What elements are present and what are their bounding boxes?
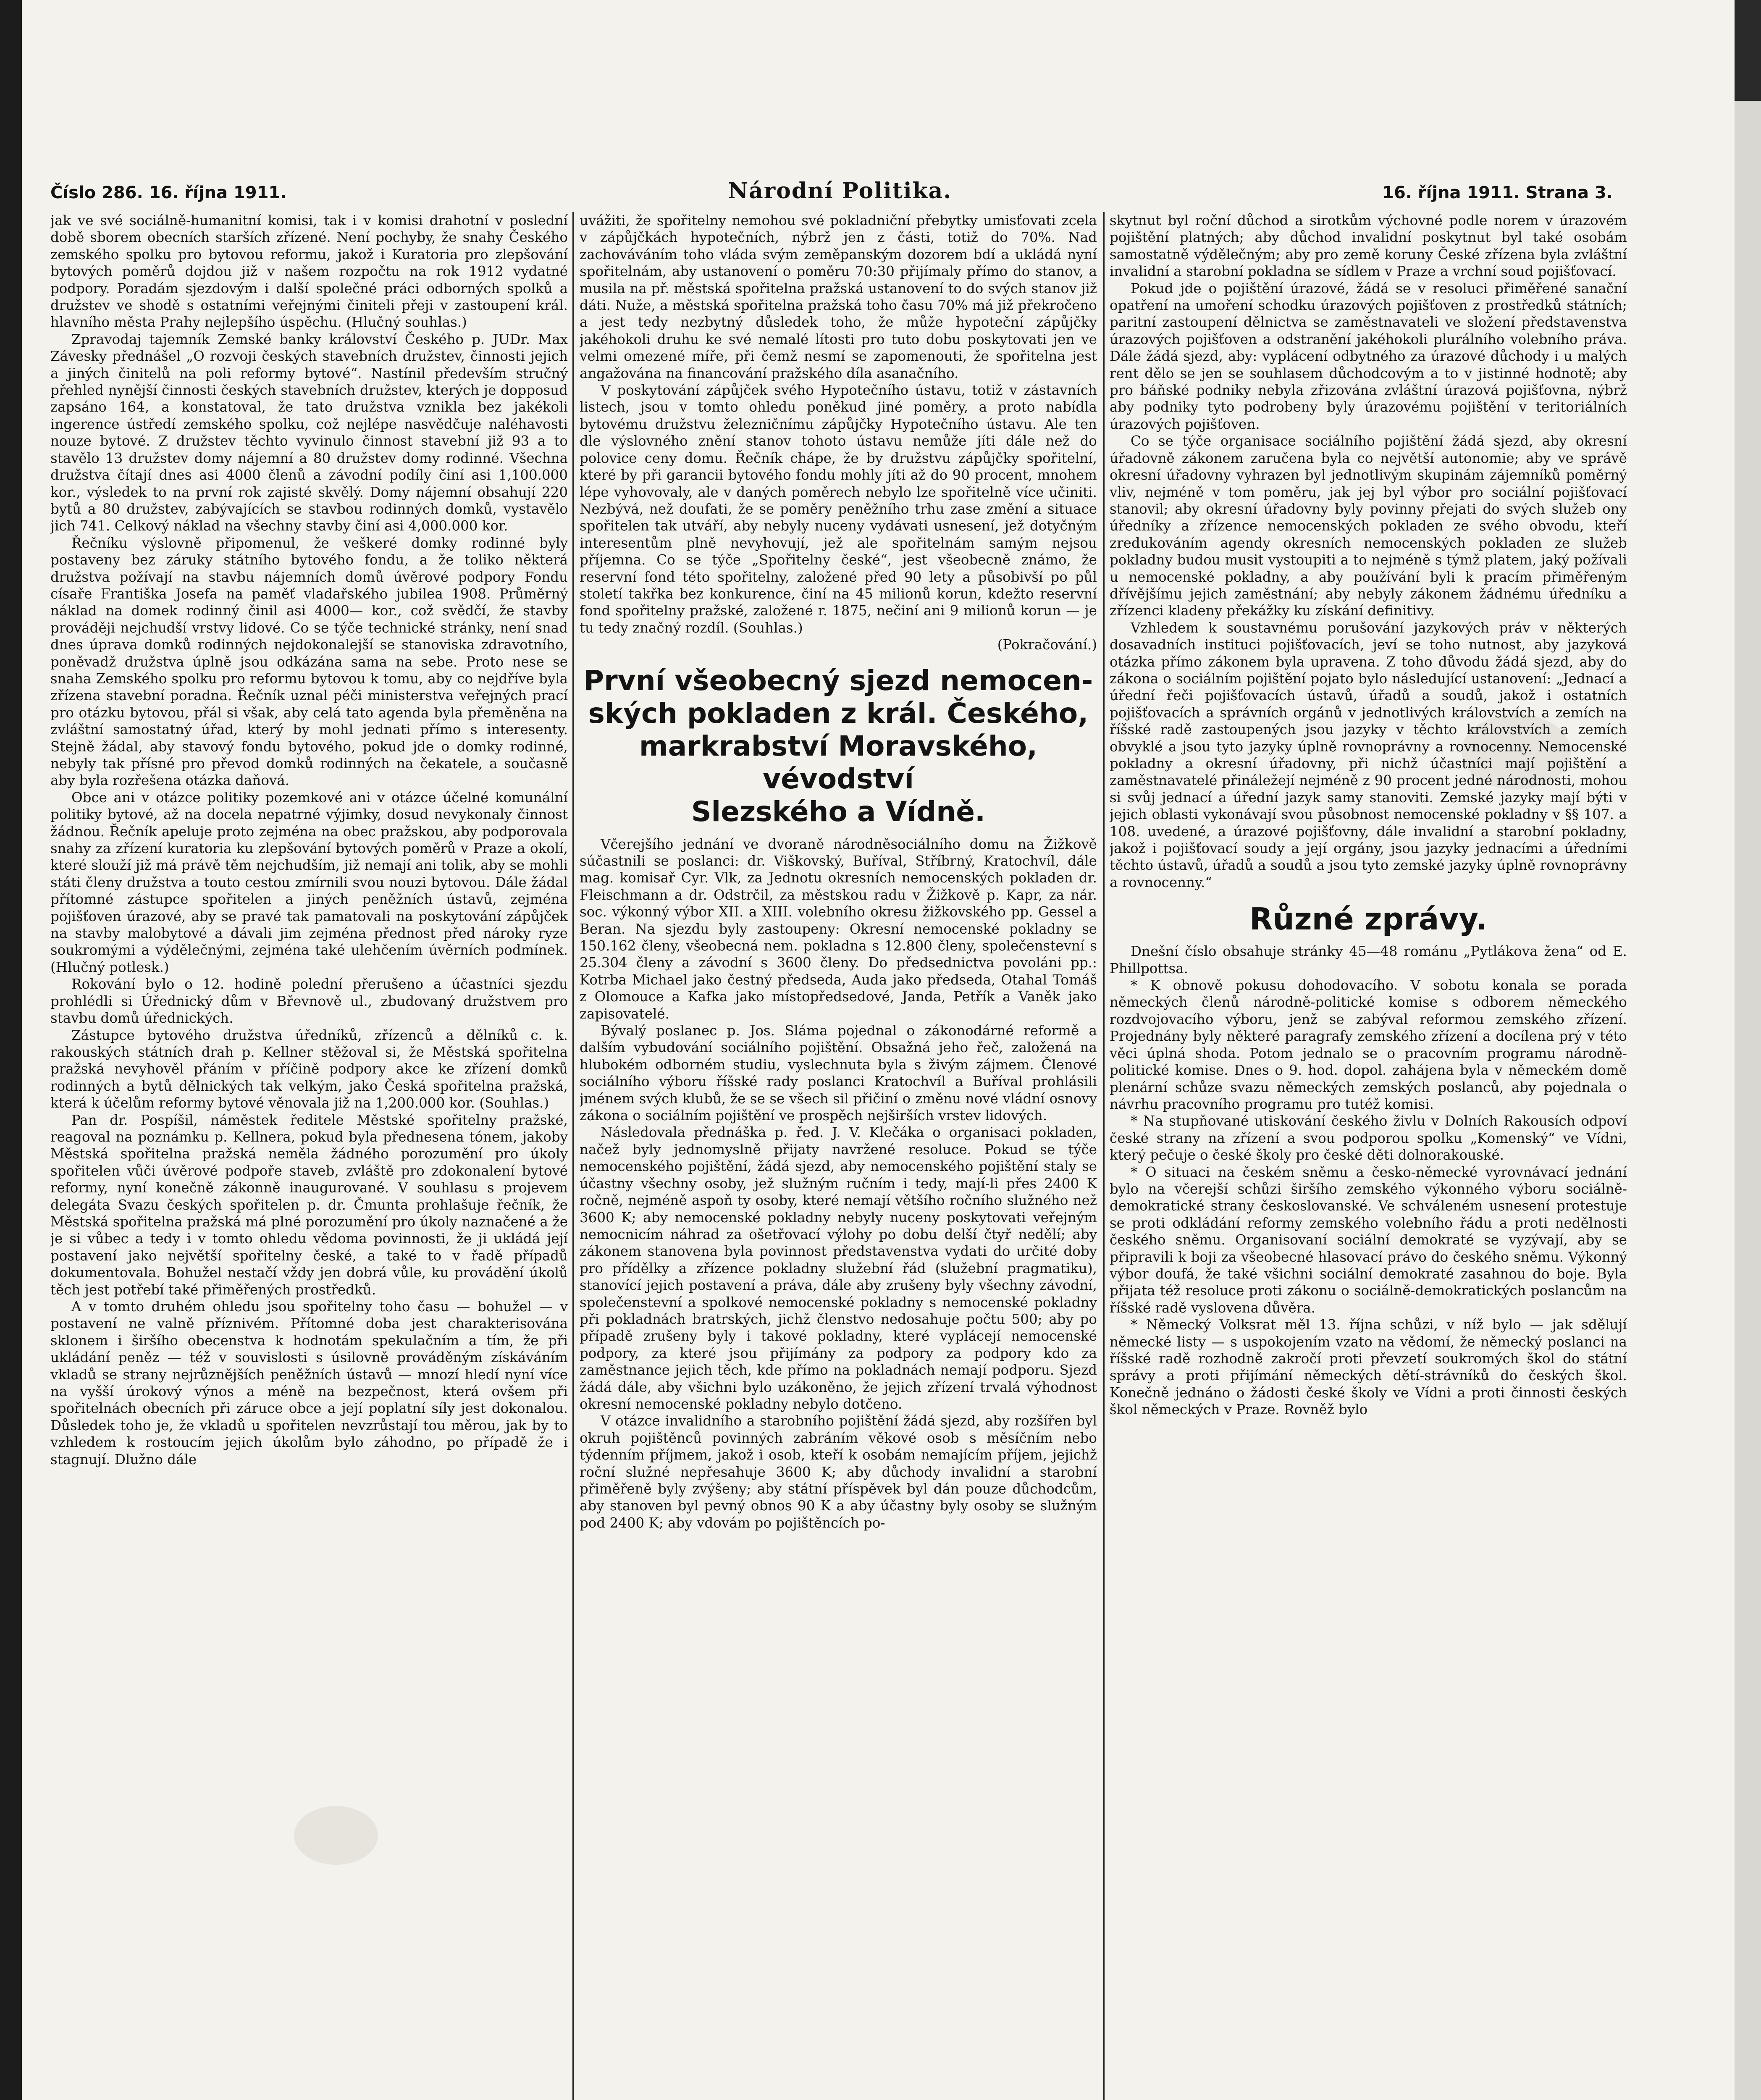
paragraph: * O situaci na českém sněmu a česko-německé vyrovnávací jednání bylo na včerejší schůzi širšího zemského výkonného výboru sociálně-demokratické strany českoslovanské. Ve schváleném usnesení protestuje se proti odkládání reformy zemského volebního řádu a proti nedělnosti českého sněmu. Organisovaní sociální demokraté se vyzývají, aby se připravili k boji za všeobecné hlasovací právo do českého sněmu. Výkonný výbor doufá, že také všichni sociální demokraté zasahnou do boje. Byla přijata též resoluce proti zákonu o sociálně-demokratických poslancům na říšské radě vyslovena důvěra. bbox=[1110, 1164, 1627, 1316]
date-and-page: 16. října 1911. Strana 3. bbox=[1382, 183, 1613, 202]
column-rule bbox=[572, 212, 574, 2100]
headline-line: První všeobecný sjezd nemocen- bbox=[583, 664, 1093, 697]
paragraph: A v tomto druhém ohledu jsou spořitelny toho času — bohužel — v postavení ne valně příznivém. Přítomné doba jest charakterisována sklonem i širšího obecenstva k hodnotám spekulačním a tím, že při ukládání peněz — též v souvislosti s úsilovně prováděným získáváním vkladů se strany nejrůznějších peněžních ústavů — mnozí hledí nyní více na vyšší úrokový výnos a méně na bezpečnost, která ovšem při spořitelnách obecních při záruce obce a její poplatní síly jest dokonalou. Důsledek toho je, že vkladů u spořitelen nevzrůstají tou měrou, jak by to vzhledem k rostoucím jejich úkolům bylo záhodno, po případě že i stagnují. Dlužno dále bbox=[50, 1299, 568, 1467]
issue-number: Číslo 286. 16. října 1911. bbox=[50, 183, 287, 202]
masthead: Národní Politika. bbox=[728, 178, 952, 204]
paragraph: Včerejšího jednání ve dvoraně národněsociálního domu na Žižkově súčastnili se poslanci: dr. Viškovský, Buříval, Stříbrný, Kratochvíl, dále mag. komisař Cyr. Vlk, za Jednotu okresních nemocenských pokladen dr. Fleischmann a dr. Odstrčil, za městskou radu v Žižkově p. Kapr, za nár. soc. výkonný výbor XII. a XIII. volebního okresu žižkovského pp. Gessel a Beran. Na sjezdu byly zastoupeny: Okresní nemocenské pokladny se 150.162 členy, všeobecná nem. pokladna s 12.800 členy, společenstevní s 25.304 členy a závodní s 3600 členy. Do předsednictva povoláni pp.: Kotrba Michael jako čestný předseda, Auda jako předseda, Otahal Tomáš z Olomouce a Kafka jako místopředsedové, Janda, Petřík a Vaněk jako zapisovatelé. bbox=[580, 836, 1097, 1022]
paragraph: * Na stupňované utiskování českého živlu v Dolních Rakousích odpoví české strany na zřízení a svou podporou spolku „Komenský“ ve Vídni, který pečuje o české školy pro české děti dolnorakouské. bbox=[1110, 1113, 1627, 1163]
paragraph: Zástupce bytového družstva úředníků, zřízenců a dělníků c. k. rakouských státních drah p. Kellner stěžoval si, že Městská spořitelna pražská nevyhověl přáním v příčině podpory akce ke zřízení domků rodinných a bytů dělnických tak velkým, jako Česká spořitelna pražská, která k účelům reformy bytové věnovala již na 1,200.000 kor. (Souhlas.) bbox=[50, 1027, 568, 1111]
paragraph: Následovala přednáška p. řed. J. V. Klečáka o organisaci pokladen, načež byly jednomyslně přijaty navržené resoluce. Pokud se týče nemocenského pojištění, žádá sjezd, aby nemocenského pojištění staly se účastny všechny osoby, jež služným ručním i tedy, mají-li přes 2400 K ročně, nejméně aspoň ty osoby, které nemají většího ročního služného než 3600 K; aby nemocenské pokladny nebyly nuceny poskytovati veřejným nemocnicím náhrad za ošetřovací výlohy po dobu delší čtyř nedělí; aby zákonem stanovena byla povinnost představenstva vydati do určité doby pro přídělky a zřízence pokladny služební řád (služební pragmatiku), stanovící jejich postavení a práva, dále aby zrušeny byly všechny závodní, společenstevní a spolkové nemocenské pokladny s nemocenské pokladny při pokladnách bratrských, jichž členstvo nedosahuje počtu 500; aby po případě zrušeny byly i takové pokladny, které vyplácejí nemocenské podpory, za které jsou přijímány za podpory za podpory kdo za zaměstnance jejich těch, kde přímo na pokladnách nemají podporu. Sjezd žádá dále, aby všichni bylo uzákoněno, že jejich zřízení trvalá výhodnost okresní nemocenské pokladny nebylo dotčeno. bbox=[580, 1124, 1097, 1412]
paragraph: jak ve své sociálně-humanitní komisi, tak i v komisi drahotní v poslední době sborem obecních starších zřízené. Není pochyby, že snahy Českého zemského spolku pro bytovou reformu, jakož i Kuratoria pro zlepšování bytových poměrů dojdou již v našem rozpočtu na rok 1912 vydatné podpory. Poradám sjezdovým i další společné práci odborných spolků a družstev ve shodě s ostatními veřejnými činiteli přeji v zastoupení král. hlavního města Prahy nejlepšího úspěchu. (Hlučný souhlas.) bbox=[50, 213, 568, 331]
paragraph: Vzhledem k soustavnému porušování jazykových práv v některých dosavadních instituci pojišťovacích, jeví se toho nutnost, aby jazyková otázka přímo zákonem byla upravena. Z toho důvodu žádá sjezd, aby do zákona o sociálním pojištění pojato bylo následující ustanovení: „Jednací a úřední řeči pojišťovacích ústavů, úřadů a soudů, jakož i ostatních pojišťovacích a správních orgánů v jednotlivých královstvích a zemích na říšské radě zastoupených jsou jazyky v těchto královstvích a zemích obvyklé a jsou tyto jazyky úplně rovnoprávny a rovnocenny. Nemocenské pokladny a okresní úřadovny, při nichž účastníci mají pojištění a zaměstnavatelé přináležejí nejméně z 90 procent jedné národnosti, mohou si svůj jednací a úřední jazyk samy stanoviti. Zemské jazyky mají býti v jejich oblasti vykonávají svou působnost nemocenské pokladny v §§ 107. a 108. uvedené, a úrazové pojišťovny, dále invalidní a starobní pokladny, jakož i pojišťovací soudy a její orgány, jsou jazyky jednacími a úředními těchto ústavů, úřadů a soudů a jsou tyto zemské jazyky úplně rovnoprávny a rovnocenny.“ bbox=[1110, 620, 1627, 890]
paragraph: uvážiti, že spořitelny nemohou své pokladniční přebytky umisťovati zcela v zápůjčkách hypotečních, nýbrž jen z části, totiž do 70%. Nad zachováváním toho vláda svým zeměpanským dozorem bdí a ukládá nyní spořitelnám, aby ustanovení o poměru 70:30 přijímaly přímo do stanov, a musila na př. městská spořitelna pražská ustanovení to do svých stanov již dáti. Nuže, a městská spořitelna pražská toho času 70% má již překročeno a jest tedy nezbytný důsledek toho, že může hypoteční zápůjčky jakéhokoli druhu ke své nemalé lítosti pro tuto dobu poskytovati jen ve velmi omezené míře, při čemž nesmí se zapomenouti, že spořitelna jest angažována na financování pražského díla asanačního. bbox=[580, 213, 1097, 381]
scan-edge-right bbox=[1735, 0, 1761, 2100]
paragraph: Zpravodaj tajemník Zemské banky království Českého p. JUDr. Max Závesky přednášel „O rozvoji českých stavebních družstev, činnosti jejich a jiných činitelů na poli reformy bytové“. Nastínil především stručný přehled nynější činnosti českých stavebních družstev, kterých je dopposud zapsáno 164, a konstatoval, že tato družstva vznikla bez jakékoli ingerence ústředí zemského spolku, což nejlépe nasvědčuje naléhavosti nouze bytové. Z družstev těchto vyvinulo činnost stavební již 93 a to stavělo 13 družstev domy nájemní a 80 družstev domy rodinné. Všechna družstva čítají dnes asi 4000 členů a závodní podíly činí asi 1,100.000 kor., výsledek to na první rok zajisté skvělý. Domy nájemní obsahují 220 bytů a 80 družstev, zabývajících se stavbou rodinných domků, vystavělo jich 741. Celkový náklad na všechny stavby činí asi 4,000.000 kor. bbox=[50, 331, 568, 534]
paragraph: skytnut byl roční důchod a sirotkům výchovné podle norem v úrazovém pojištění platných; aby důchod invalidní poskytnut byl také osobám samostatně výdělečným; aby pro země koruny České zřízena byla zvláštní invalidní a starobní pokladna se sídlem v Praze a vrchní soud pojišťovací. bbox=[1110, 213, 1627, 280]
paragraph: Bývalý poslanec p. Jos. Sláma pojednal o zákonodárné reformě a dalším vybudování sociálního pojištění. Obsažná jeho řeč, založená na hlubokém odborném studiu, vyslechnuta byla s živým zájmem. Členové sociálního výboru říšské rady poslanci Kratochvíl a Buříval prohlásili jménem svých klubů, že se se všech sil přičiní o změnu nové vládní osnovy zákona o sociálním pojištění ve prospěch nejširších vrstev lidových. bbox=[580, 1023, 1097, 1124]
paragraph: Pokud jde o pojištění úrazové, žádá se v resoluci přiměřené sanační opatření na umoření schodku úrazových pojišťoven z prostředků státních; paritní zastoupení dělnictva se zaměstnavateli ve složení představenstva úrazových pojišťoven a odstranění jakéhokoli plurálního volebního práva. Dále žádá sjezd, aby: vyplácení odbytného za úrazové důchody i u malých rent dělo se jen se souhlasem důchodcovým a to v jistinné hodnotě; aby pro báňské podniky nebyla zřizována zvláštní úrazová pojišťovna, nýbrž aby podniky tyto podrobeny byly úrazovému pojištění v teritoriálních úrazových pojišťoven. bbox=[1110, 280, 1627, 432]
article-headline bbox=[580, 664, 1097, 828]
page-header bbox=[50, 178, 1613, 210]
paragraph: Obce ani v otázce politiky pozemkové ani v otázce účelné komunální politiky bytové, až na docela nepatrné výjimky, dosud nevykonaly činnost žádnou. Řečník apeluje proto zejména na obec pražskou, aby podporovala snahy za zřízení kuratoria ku zlepšování bytových poměrů v Praze a okolí, které slouží již má právě těm nejchudším, již nemají ani tolik, aby se mohli státi členy družstva a touto cestou zmírnili svou nouzi bytovou. Dále žádal přítomné zástupce spořitelen a jiných peněžních ústavů, zejména pojišťoven úrazové, aby se pravé tak pamatovali na poskytování zápůjček na stavby malobytové a dávali jim zejména přednost před nároky ryze soukromými a výdělečnými, zejména také ulehčením úvěrních podmínek. (Hlučný potlesk.) bbox=[50, 789, 568, 975]
continuation-note: (Pokračování.) bbox=[997, 637, 1097, 653]
scan-edge-left bbox=[0, 0, 22, 2100]
paragraph: V otázce invalidního a starobního pojištění žádá sjezd, aby rozšířen byl okruh pojištěnců povinných zabráním věkové osob s měsíčním nebo týdenním příjmem, jakož i osob, kteří k osobám nemajícím příjem, jejichž roční služné nepřesahuje 3600 K; aby důchody invalidní a starobní přiměřeně byly zvýšeny; aby státní příspěvek byl dán pouze důchodcům, aby stanoven byl pevný obnos 90 K a aby účastny byly osoby se služným pod 2400 K; aby vdovám po pojištěncích po- bbox=[580, 1413, 1097, 1531]
column-rule bbox=[1103, 212, 1105, 2100]
section-title-news: Různé zprávy. bbox=[1249, 901, 1487, 937]
paragraph: Dnešní číslo obsahuje stránky 45—48 románu „Pytlákova žena“ od E. Phillpottsa. bbox=[1110, 943, 1627, 976]
column-1 bbox=[50, 212, 568, 2100]
scan-edge-notch bbox=[1735, 0, 1761, 101]
column-3 bbox=[1110, 212, 1627, 2100]
paragraph: * K obnově pokusu dohodovacího. V sobotu konala se porada německých členů národně-politické komise s odborem německého rozdvojovacího výboru, jenž se zabýval reformou zemského zřízení. Projednány byly některé paragrafy zemského zřízení a docílena prý v této věci úplná shoda. Potom jednalo se o pracovním programu národně-politické komise. Dnes o 9. hod. dopol. zahájena byla v německém domě plenární schůze svazu německých zemských poslanců, aby pojednala o návrhu pracovního programu pro tutéž komisi. bbox=[1110, 977, 1627, 1112]
paragraph: Rokování bylo o 12. hodině polední přerušeno a účastníci sjezdu prohlédli si Úřednický dům v Břevnově ul., zbudovaný družstvem pro stavbu domů úřednických. bbox=[50, 976, 568, 1026]
paragraph: Pan dr. Pospíšil, náměstek ředitele Městské spořitelny pražské, reagoval na poznámku p. Kellnera, pokud byla přednesena tónem, jakoby Městská spořitelna pražská neměla žádného porozumění pro úkoly spořitelen vůči úvěrové podpoře staveb, zvláště pro zdokonalení bytové reformy, nyní konečně zákonně inaugurované. V souhlasu s projevem delegáta Svazu českých spořitelen p. dr. Čmunta prohlašuje řečník, že Městská spořitelna pražská má plné porozumění pro úkoly naznačené a že je si vůbec a tedy i v tomto ohledu vědoma povinnosti, že ji ukládá její postavení jako největší spořitelny české, a také to v řadě případů dokumentovala. Bohužel nestačí vždy jen dobrá vůle, ku provádění úkolů těch jest potřebí také přiměřených prostředků. bbox=[50, 1112, 568, 1298]
column-2 bbox=[580, 212, 1097, 2100]
headline-line: Slezského a Vídně. bbox=[691, 795, 986, 828]
headline-line: markrabství Moravského, vévodství bbox=[639, 730, 1038, 795]
headline-line: ských pokladen z král. Českého, bbox=[588, 697, 1089, 730]
paragraph: * Německý Volksrat měl 13. října schůzi, v níž bylo — jak sdělují německé listy — s uspokojením vzato na vědomí, že německý poslanci na říšské radě rozhodně zakročí proti převzetí soukromých škol do státní správy a proti přijímání německých dětí-strávníků do českých škol. Konečně jednáno o žádosti české školy ve Vídni a proti činnosti českých škol německých v Praze. Rovněž bylo bbox=[1110, 1317, 1627, 1418]
paragraph: Co se týče organisace sociálního pojištění žádá sjezd, aby okresní úřadovně zákonem zaručena byla co největší autonomie; aby ve správě okresní úřadovny vyhrazen byl jednotlivým skupinám zájemníků poměrný vliv, nejméně v tom poměru, jak jej byl výbor pro sociální pojišťovací stanovil; aby okresní úřadovny byly povinny přejati do svých služeb ony úředníky a zřízence nemocenských pokladen ze svého obvodu, kteří zredukováním agendy okresních nemocenských pokladen ze služeb pokladny budou musit vystoupiti a to nejméně s týmž platem, jaký požívali u nemocenské pokladny, a aby používání byli k pracím přiměřeným dřívějšímu jejich zaměstnání; aby nebyly zákonem žádnému úředníku a zřízenci kladeny překážky ku získání definitivy. bbox=[1110, 433, 1627, 619]
paragraph: Řečníku výslovně připomenul, že veškeré domky rodinné byly postaveny bez záruky státního bytového fondu, a že toliko některá družstva požívají na stavbu nájemních domů úvěrové podpory Fondu císaře Františka Josefa na paměť vladařského jubilea 1908. Průměrný náklad na domek rodinný činil asi 4000— kor., což svědčí, že stavby prováději nejchudší vrstvy lidové. Co se týče technické stránky, není snad dnes úprava domků rodinných nejdokonalejší se stanoviska zdravotního, poněvadž družstva úplně jsou odkázána sama na sebe. Proto nese se snaha Zemského spolku pro reformu bytovou k tomu, aby co nejdříve byla zřízena stavební poradna. Řečník uznal péči ministerstva veřejných prací pro otázku bytovou, přál si však, aby celá tato agenda byla přeměněna na zvláštní samostatný úřad, který by mohl jednati přímo s interesenty. Stejně žádal, aby stavový fondu bytového, pokud jde o domky rodinné, nebyly tak přísné pro převod domků rodinných na čekatele, a současně aby byla rozřešena otázka daňová. bbox=[50, 535, 568, 789]
paragraph: V poskytování zápůjček svého Hypotečního ústavu, totiž v zástavních listech, jsou v tomto ohledu poněkud jiné poměry, a proto nabídla bytovému družstvu železničnímu zápůjčky Hypotečního ústavu. Ale ten dle výslovného znění stanov tohoto ústavu nemůže jíti dále než do polovice ceny domu. Řečník chápe, že by družstvu zápůjčky spořitelní, které by při garancii bytového fondu mohly jíti až do 90 procent, mnohem lépe vyhovovaly, ale v daných poměrech nebylo lze spořitelně více učiniti. Nezbývá, než doufati, že se poměry peněžního trhu zase změní a situace spořitelen tak utváří, aby nebyly nuceny vydávati usnesení, jež dotyčným interesentům plně nevyhovují, jež ale spořitelnám samým nejsou příjemna. Co se týče „Spořitelny české“, jest všeobecně známo, že reservní fond této spořitelny, založené před 90 lety a působivší po půl století takřka bez konkurence, činí na 45 milionů korun, kdežto reservní fond spořitelny pražské, založené r. 1875, nečiní ani 9 milionů korun — je tu tedy značný rozdíl. (Souhlas.) bbox=[580, 382, 1097, 636]
